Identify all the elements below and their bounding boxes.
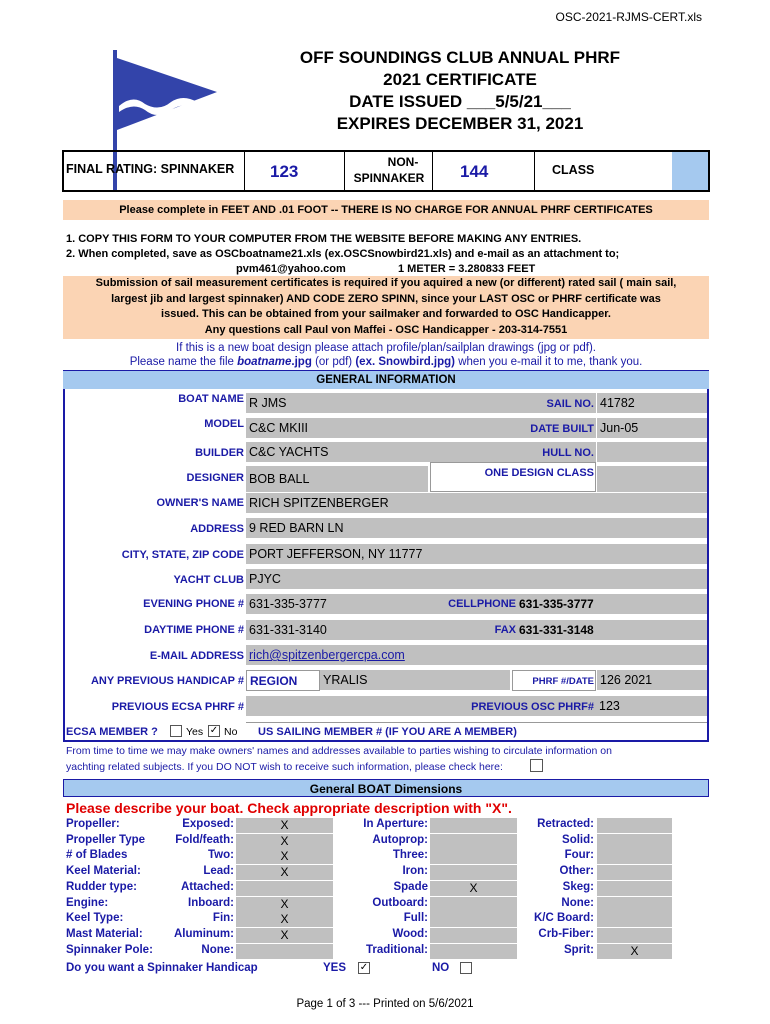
dim-row-label: Keel Type:: [66, 912, 124, 924]
dim-row-label: Spinnaker Pole:: [66, 944, 153, 956]
owner-label: OWNER'S NAME: [156, 497, 244, 509]
spin-no-label: NO: [432, 962, 450, 974]
city-field[interactable]: PORT JEFFERSON, NY 11777: [246, 544, 707, 564]
model-label: MODEL: [204, 418, 244, 430]
sail-no-field[interactable]: 41782: [597, 393, 707, 413]
new-design-boatname: boatname: [237, 356, 292, 368]
instruction-1: 1. COPY THIS FORM TO YOUR COMPUTER FROM THE WEBSITE BEFORE MAKING ANY ENTRIES.: [66, 233, 582, 245]
builder-field[interactable]: C&C YACHTS: [246, 442, 596, 462]
dim-option-box[interactable]: [430, 928, 518, 943]
dim-row-label: # of Blades: [66, 849, 128, 861]
dim-option-label: Lead:: [203, 865, 234, 877]
model-field[interactable]: C&C MKIII: [246, 418, 596, 438]
dim-option-label: Skeg:: [562, 881, 594, 893]
spin-yes-checkbox[interactable]: ✓: [359, 962, 369, 973]
sail-no-label: SAIL NO.: [546, 398, 594, 410]
yacht-club-field[interactable]: PJYC: [246, 569, 707, 589]
non-label-1: NON-: [387, 155, 419, 169]
dim-option-box[interactable]: [430, 897, 518, 912]
fax-value[interactable]: 631-331-3148: [519, 623, 594, 637]
dim-option-label: Attached:: [180, 881, 234, 893]
spin-yes-label: YES: [323, 962, 347, 974]
dim-option-box[interactable]: [597, 897, 673, 912]
date-built-label: DATE BUILT: [530, 423, 594, 435]
new-design-text: (or pdf): [311, 356, 356, 368]
cellphone-value[interactable]: 631-335-3777: [519, 597, 594, 611]
blue-side-box: [672, 152, 708, 190]
prev-osc-value[interactable]: 123: [599, 699, 620, 713]
instruction-email: pvm461@yahoo.com: [236, 263, 346, 275]
dim-option-label: Outboard:: [372, 897, 428, 909]
one-design-label: ONE DESIGN CLASS: [484, 467, 594, 479]
dim-option-label: K/C Board:: [533, 912, 594, 924]
dim-option-box[interactable]: [430, 818, 518, 833]
city-label: CITY, STATE, ZIP CODE: [121, 549, 244, 561]
dim-option-box[interactable]: [430, 865, 518, 880]
one-design-field[interactable]: [597, 466, 707, 492]
privacy-note-2: yachting related subjects. If you DO NOT wish to receive such information, please check here:: [66, 761, 503, 773]
dim-option-label: Retracted:: [537, 818, 594, 830]
dim-option-label: Three:: [392, 849, 428, 861]
ecsa-yes-checkbox[interactable]: [170, 725, 182, 737]
dim-option-box[interactable]: [430, 834, 518, 849]
new-design-line-1: If this is a new boat design please attach profile/plan/sailplan drawings (jpg or pdf).: [176, 342, 596, 354]
general-info-title: GENERAL INFORMATION: [63, 371, 709, 389]
email-label: E-MAIL ADDRESS: [149, 650, 244, 662]
phrf-date-label: PHRF #/DATE: [532, 676, 594, 687]
dim-option-box[interactable]: [597, 928, 673, 943]
date-built-field[interactable]: Jun-05: [597, 418, 707, 438]
title-line-4: EXPIRES DECEMBER 31, 2021: [336, 114, 584, 133]
dim-option-label: Aluminum:: [173, 928, 234, 940]
dim-option-box[interactable]: X: [430, 881, 518, 896]
spinnaker-rating-value[interactable]: 123: [270, 162, 299, 181]
dim-option-label: Fin:: [212, 912, 234, 924]
spin-no-checkbox[interactable]: [460, 962, 472, 974]
ecsa-no-checkbox[interactable]: ✓: [209, 725, 219, 736]
builder-label: BUILDER: [195, 447, 244, 459]
dim-option-label: Two:: [208, 849, 234, 861]
title-line-3: DATE ISSUED ___5/5/21___: [349, 92, 571, 111]
evening-phone-label: EVENING PHONE #: [143, 598, 244, 610]
dim-row-label: Propeller Type: [66, 834, 146, 846]
non-label-2: SPINNAKER: [353, 171, 425, 185]
dim-option-label: Spade: [393, 881, 428, 893]
dim-option-box[interactable]: [597, 912, 673, 927]
dim-option-label: Other:: [559, 865, 594, 877]
dim-option-box[interactable]: X: [236, 928, 334, 943]
dim-option-label: Exposed:: [182, 818, 234, 830]
non-spinnaker-label: [346, 154, 432, 186]
new-design-line-2: [63, 355, 709, 369]
dim-option-label: Full:: [403, 912, 428, 924]
dim-row-label: Rudder type:: [66, 881, 137, 893]
divider: [344, 152, 345, 190]
dim-option-box[interactable]: [597, 818, 673, 833]
divider: [432, 152, 433, 190]
us-sailing-label: US SAILING MEMBER # (IF YOU ARE A MEMBER): [258, 726, 517, 738]
region-field[interactable]: YRALIS: [320, 670, 510, 690]
file-name: OSC-2021-RJMS-CERT.xls: [555, 10, 702, 24]
dim-option-label: Solid:: [562, 834, 594, 846]
dim-option-label: Traditional:: [366, 944, 428, 956]
email-link[interactable]: rich@spitzenbergercpa.com: [249, 648, 405, 662]
submission-line-4: Any questions call Paul von Maffei - OSC Handicapper - 203-314-7551: [204, 323, 568, 336]
page-footer: Page 1 of 3 --- Printed on 5/6/2021: [296, 998, 474, 1010]
dim-option-label: Autoprop:: [372, 834, 428, 846]
ecsa-member-label: ECSA MEMBER ?: [66, 726, 158, 738]
new-design-ext: .jpg: [291, 356, 312, 368]
dim-option-label: Fold/feath:: [175, 834, 234, 846]
new-design-text: Please name the file: [129, 356, 238, 368]
dim-option-box[interactable]: [597, 834, 673, 849]
dim-row-label: Keel Material:: [66, 865, 141, 877]
phrf-date-field[interactable]: 126 2021: [597, 670, 707, 690]
dimensions-instruction: Please describe your boat. Check appropriate description with "X".: [66, 800, 512, 816]
dim-option-box[interactable]: [597, 881, 673, 896]
divider: [534, 152, 535, 190]
prev-osc-label: PREVIOUS OSC PHRF#: [471, 701, 594, 713]
meter-conversion: 1 METER = 3.280833 FEET: [398, 263, 536, 275]
dim-option-label: Sprit:: [563, 944, 594, 956]
dimensions-title: General BOAT Dimensions: [63, 779, 709, 797]
hull-no-field[interactable]: [597, 442, 707, 462]
notice-bar: Please complete in FEET AND .01 FOOT -- THERE IS NO CHARGE FOR ANNUAL PHRF CERTIFICATES: [63, 200, 709, 220]
dim-option-box[interactable]: X: [236, 912, 334, 927]
final-rating-label: FINAL RATING: SPINNAKER: [66, 162, 235, 176]
submission-block: [63, 276, 709, 339]
region-label: REGION: [250, 674, 298, 688]
privacy-note-1: From time to time we may make owners' names and addresses available to parties wishing to circulate information on: [66, 745, 612, 757]
designer-field[interactable]: BOB BALL: [246, 466, 428, 492]
dim-option-box[interactable]: [597, 865, 673, 880]
dim-option-box[interactable]: [430, 849, 518, 864]
dim-option-box[interactable]: [236, 881, 334, 896]
daytime-phone-field[interactable]: 631-331-3140: [246, 620, 707, 640]
certificate-title: [240, 48, 680, 134]
dim-option-box[interactable]: X: [236, 849, 334, 864]
boat-name-field[interactable]: R JMS: [246, 393, 596, 413]
dim-option-box[interactable]: X: [236, 818, 334, 833]
ecsa-yes-label: Yes: [186, 726, 204, 738]
evening-phone-field[interactable]: 631-335-3777: [246, 594, 707, 614]
new-design-note: [63, 341, 709, 369]
dim-option-label: None:: [201, 944, 234, 956]
dim-row-label: Propeller:: [66, 818, 120, 830]
email-field[interactable]: [246, 645, 707, 665]
dim-option-box[interactable]: X: [236, 834, 334, 849]
submission-line-3: issued. This can be obtained from your sailmaker and forwarded to OSC Handicapper.: [161, 308, 611, 320]
address-field[interactable]: 9 RED BARN LN: [246, 518, 707, 538]
ecsa-no-label: No: [224, 726, 238, 738]
prev-ecsa-label: PREVIOUS ECSA PHRF #: [111, 701, 244, 713]
dim-option-box[interactable]: [597, 849, 673, 864]
dim-option-box[interactable]: [236, 944, 334, 959]
dim-option-box[interactable]: [430, 944, 518, 959]
prev-handicap-label: ANY PREVIOUS HANDICAP #: [90, 675, 244, 687]
daytime-phone-label: DAYTIME PHONE #: [144, 624, 244, 636]
dim-option-box[interactable]: X: [236, 865, 334, 880]
spin-question: Do you want a Spinnaker Handicap: [66, 962, 258, 974]
submission-line-2: largest jib and largest spinnaker) AND CODE ZERO SPINN, since your LAST OSC or PHRF certificate was: [111, 292, 661, 305]
dim-row-label: Engine:: [66, 897, 109, 909]
dim-option-label: Wood:: [392, 928, 428, 940]
hull-no-label: HULL NO.: [542, 447, 594, 459]
dim-option-label: Iron:: [402, 865, 428, 877]
dim-option-label: Inboard:: [188, 897, 234, 909]
title-line-1: OFF SOUNDINGS CLUB ANNUAL PHRF: [299, 48, 621, 67]
designer-label: DESIGNER: [186, 472, 244, 484]
instruction-2: 2. When completed, save as OSCboatname21.xls (ex.OSCSnowbird21.xls) and e-mail as an attachment to;: [66, 248, 620, 260]
title-line-2: 2021 CERTIFICATE: [383, 70, 537, 89]
class-label: CLASS: [552, 163, 595, 177]
cellphone-label: CELLPHONE: [448, 598, 516, 610]
dim-row-label: Mast Material:: [66, 928, 143, 940]
dim-option-label: Four:: [564, 849, 594, 861]
rating-row: [62, 150, 710, 192]
new-design-text: when you e-mail it to me, thank you.: [455, 356, 643, 368]
address-label: ADDRESS: [190, 523, 244, 535]
fax-label: FAX: [494, 624, 516, 636]
new-design-example: (ex. Snowbird.jpg): [355, 356, 456, 368]
non-spinnaker-value[interactable]: 144: [460, 162, 489, 181]
dim-option-label: None:: [561, 897, 594, 909]
dim-option-label: Crb-Fiber:: [538, 928, 594, 940]
dim-option-box[interactable]: X: [597, 944, 673, 959]
submission-line-1: Submission of sail measurement certificates is required if you aquired a new (or different) rated sail ( main sail,: [95, 277, 677, 289]
spinnaker-rating-box: [244, 152, 245, 190]
owner-field[interactable]: RICH SPITZENBERGER: [246, 493, 707, 513]
boat-name-label: BOAT NAME: [178, 393, 244, 405]
dim-option-box[interactable]: [430, 912, 518, 927]
yacht-club-label: YACHT CLUB: [173, 574, 244, 586]
dim-option-label: In Aperture:: [363, 818, 428, 830]
privacy-opt-out-checkbox[interactable]: [530, 759, 543, 772]
dim-option-box[interactable]: X: [236, 897, 334, 912]
